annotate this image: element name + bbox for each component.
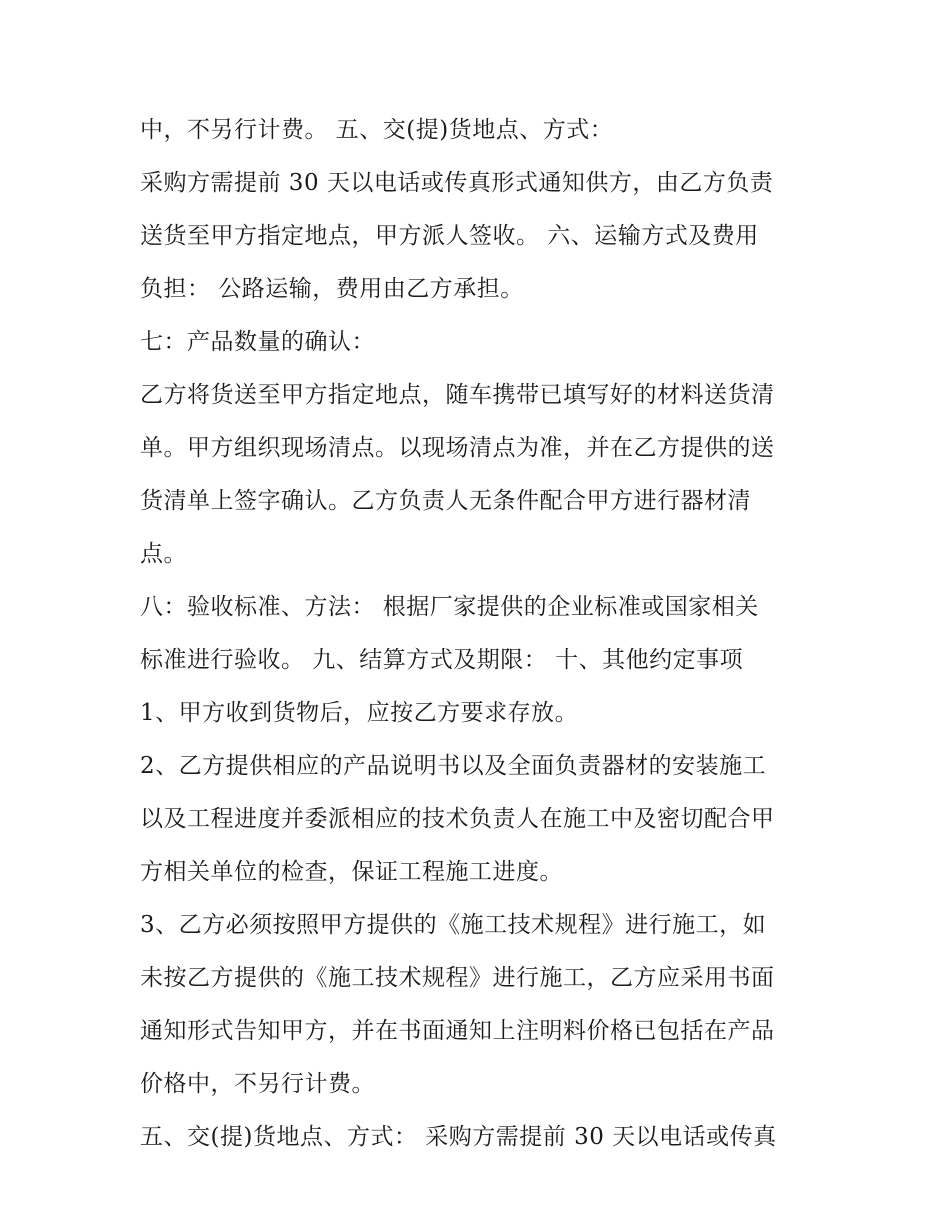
text-line: 点。 (140, 541, 187, 567)
text-line: 送货至甲方指定地点，甲方派人签收。 六、运输方式及费用 (140, 223, 759, 249)
text-line: 未按乙方提供的《施工技术规程》进行施工，乙方应采用书面 (140, 965, 775, 991)
text-line: 五、交(提)货地点、方式： 采购方需提前 30 天以电话或传真 (140, 1124, 777, 1150)
text-line: 标准进行验收。 九、结算方式及期限： 十、其他约定事项 (140, 647, 744, 673)
text-line: 通知形式告知甲方，并在书面通知上注明料价格已包括在产品 (140, 1018, 775, 1044)
text-line: 七：产品数量的确认： (140, 329, 375, 355)
text-line: 价格中，不另行计费。 (140, 1071, 375, 1097)
text-line: 方相关单位的检查，保证工程施工进度。 (140, 859, 563, 885)
text-line: 八：验收标准、方法： 根据厂家提供的企业标准或国家相关 (140, 594, 759, 620)
text-line: 乙方将货送至甲方指定地点，随车携带已填写好的材料送货清 (140, 382, 775, 408)
text-line: 单。甲方组织现场清点。以现场清点为准，并在乙方提供的送 (140, 435, 775, 461)
text-line: 3、乙方必须按照甲方提供的《施工技术规程》进行施工，如 (140, 912, 767, 938)
text-line: 中，不另行计费。 五、交(提)货地点、方式： (140, 117, 614, 143)
text-line: 以及工程进度并委派相应的技术负责人在施工中及密切配合甲 (140, 806, 775, 832)
text-line: 负担： 公路运输，费用由乙方承担。 (140, 276, 524, 302)
text-line: 1、甲方收到货物后，应按乙方要求存放。 (140, 700, 579, 726)
text-line: 采购方需提前 30 天以电话或传真形式通知供方，由乙方负责 (140, 170, 774, 196)
text-line: 货清单上签字确认。乙方负责人无条件配合甲方进行器材清 (140, 488, 751, 514)
text-line: 2、乙方提供相应的产品说明书以及全面负责器材的安装施工 (140, 753, 767, 779)
